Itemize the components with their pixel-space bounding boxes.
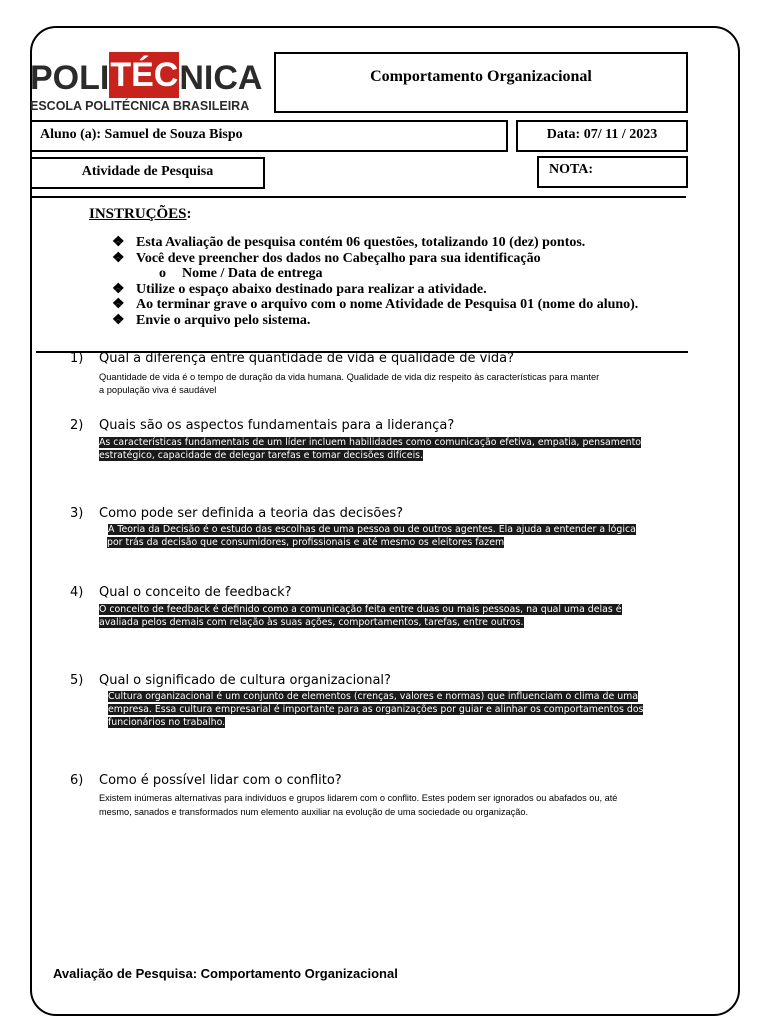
logo-highlight: TÉC xyxy=(109,52,179,98)
instructions-list xyxy=(112,235,638,329)
diamond-bullet-icon: ❖ xyxy=(112,250,125,266)
logo-wordmark: POLITÉCNICA xyxy=(30,52,262,104)
answer-2: As características fundamentais de um líder incluem habilidades como comunicação efetiva, empatia, pensamento estratégico, capacidade de delegar tarefas e tomar decisões difíceis. xyxy=(99,437,642,461)
question-text: Quais são os aspectos fundamentais para a liderança? xyxy=(99,418,455,433)
diamond-bullet-icon: ❖ xyxy=(112,312,125,328)
answer-5: Cultura organizacional é um conjunto de elementos (crenças, valores e normas) que influenciam o clima de uma empresa. Essa cultura empresarial é importante para as organizações por guiar e alinhar os comportamentos dos funcionários no trabalho. xyxy=(108,691,644,728)
instruction-item: ❖ Utilize o espaço abaixo destinado para realizar a atividade. xyxy=(112,281,487,297)
header-divider xyxy=(30,196,686,198)
document-title: Comportamento Organizacional xyxy=(274,52,688,113)
date-field: Data: 07/ 11 / 2023 xyxy=(516,120,688,152)
politecnica-logo xyxy=(30,52,265,114)
activity-type: Atividade de Pesquisa xyxy=(30,157,265,189)
page-footer: Avaliação de Pesquisa: Comportamento Organizacional xyxy=(53,966,398,981)
instruction-item: ❖ Você deve preencher dos dados no Cabeçalho para sua identificação xyxy=(112,250,541,266)
question-text: Como é possível lidar com o conflito? xyxy=(99,773,342,788)
instruction-item: ❖ Envie o arquivo pelo sistema. xyxy=(112,312,311,328)
question-text: Qual o conceito de feedback? xyxy=(99,585,292,600)
instruction-sub-item: o Nome / Data de entrega xyxy=(159,266,323,282)
grade-field: NOTA: xyxy=(537,156,688,188)
diamond-bullet-icon: ❖ xyxy=(112,281,125,297)
logo-subtitle: ESCOLA POLITÉCNICA BRASILEIRA xyxy=(30,99,250,113)
answer-3: A Teoria da Decisão é o estudo das escolhas de uma pessoa ou de outros agentes. Ela ajuda a entender a lógica por trás da decisão que consumidores, profissionais e até mesmo os eleitores fazem xyxy=(107,524,636,548)
circle-bullet-icon: o xyxy=(159,266,166,282)
diamond-bullet-icon: ❖ xyxy=(112,235,125,250)
answer-1: Quantidade de vida é o tempo de duração da vida humana. Qualidade de vida diz respeito às características para manter a população viva é saudável xyxy=(99,372,600,395)
instruction-item: ❖ Esta Avaliação de pesquisa contém 06 questões, totalizando 10 (dez) pontos. xyxy=(112,235,586,250)
instructions-title: INSTRUÇÕES: xyxy=(89,206,192,222)
question-text: Qual a diferença entre quantidade de vida e qualidade de vida? xyxy=(99,351,515,366)
question-text: Como pode ser definida a teoria das decisões? xyxy=(99,506,403,521)
instruction-item: ❖ Ao terminar grave o arquivo com o nome Atividade de Pesquisa 01 (nome do aluno). xyxy=(112,297,639,313)
student-field: Aluno (a): Samuel de Souza Bispo xyxy=(30,120,508,152)
answer-4: O conceito de feedback é definido como a comunicação feita entre duas ou mais pessoas, na qual uma delas é avaliada pelos demais com relação às suas ações, comportamentos, tarefas, entre outros. xyxy=(99,604,622,628)
answer-6: Existem inúmeras alternativas para indivíduos e grupos lidarem com o conflito. Estes podem ser ignorados ou abafados ou, até mesmo, sanados e transformados num elemento auxiliar na evolução de uma sociedade ou organização. xyxy=(99,793,618,817)
diamond-bullet-icon: ❖ xyxy=(112,297,125,313)
question-text: Qual o significado de cultura organizacional? xyxy=(99,673,391,688)
